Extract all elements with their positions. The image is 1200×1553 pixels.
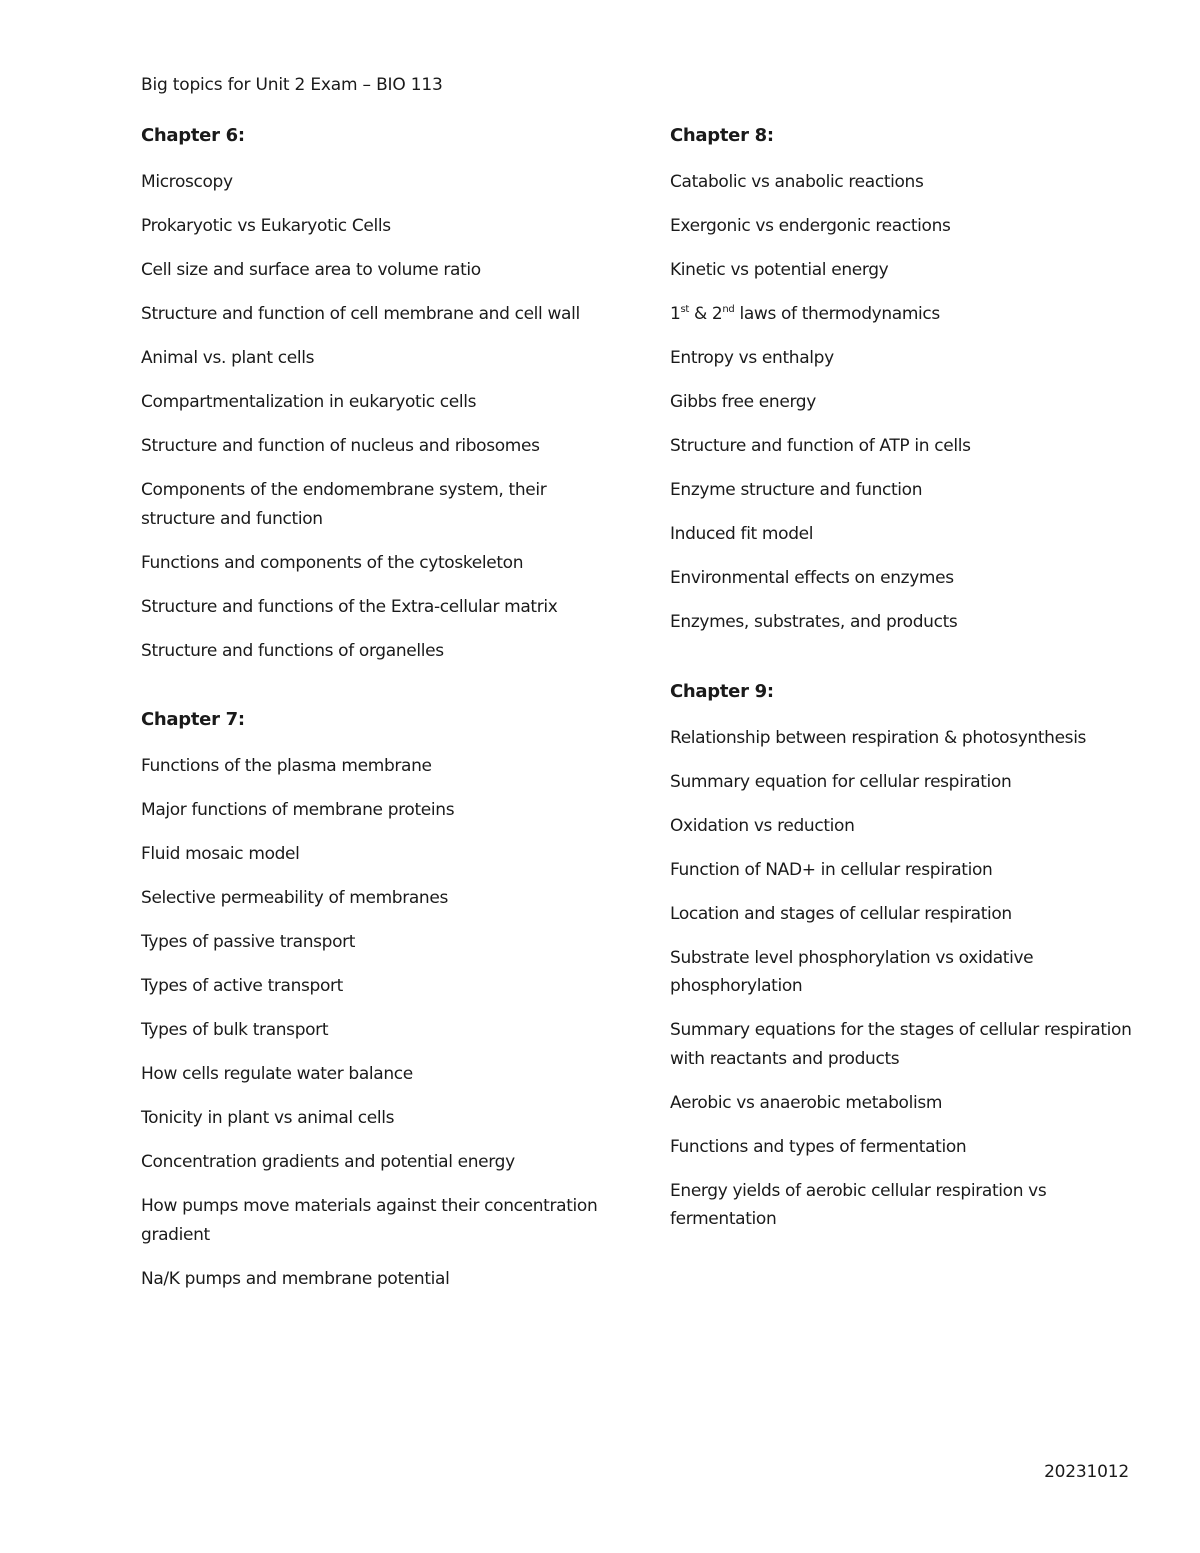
list-item: Types of bulk transport: [141, 1020, 329, 1040]
footer-code: 20231012: [1044, 1462, 1129, 1482]
right-column: [670, 124, 1140, 1249]
page-title: Big topics for Unit 2 Exam – BIO 113: [141, 75, 443, 95]
list-item: Na/K pumps and membrane potential: [141, 1268, 450, 1289]
list-item: Structure and functions of the Extra-cellular matrix: [141, 596, 558, 617]
list-item: Tonicity in plant vs animal cells: [141, 1108, 395, 1128]
list-item: Structure and function of nucleus and ribosomes: [141, 436, 540, 456]
list-item: Types of active transport: [141, 976, 343, 996]
thermo-first: 1: [670, 304, 681, 324]
list-item: Functions and components of the cytoskeleton: [141, 552, 524, 573]
list-item: Enzyme structure and function: [670, 480, 923, 500]
list-item: Summary equation for cellular respiration: [670, 771, 1012, 792]
list-item: Cell size and surface area to volume ratio: [141, 260, 481, 280]
thermo-second-sup: nd: [722, 304, 735, 315]
list-item: How cells regulate water balance: [141, 1064, 413, 1084]
thermo-first-sup: st: [680, 304, 689, 315]
list-item: Environmental effects on enzymes: [670, 568, 954, 588]
list-item: Kinetic vs potential energy: [670, 260, 889, 280]
thermo-amp: &: [688, 304, 712, 324]
list-item: Exergonic vs endergonic reactions: [670, 216, 951, 236]
list-item: Animal vs. plant cells: [141, 348, 315, 368]
chapter-7-section: [141, 708, 601, 1293]
chapter-9-section: [670, 680, 1140, 1234]
list-item: Gibbs free energy: [670, 392, 816, 412]
chapter-9-topic-list: [670, 724, 1140, 1234]
chapter-8-topic-list: [670, 168, 1140, 637]
chapter-7-heading: Chapter 7:: [141, 709, 245, 730]
list-item: Types of passive transport: [141, 932, 356, 952]
list-item: Induced fit model: [670, 524, 814, 544]
list-item: Structure and function of ATP in cells: [670, 436, 971, 456]
list-item: Oxidation vs reduction: [670, 815, 855, 836]
list-item: Functions and types of fermentation: [670, 1136, 967, 1157]
list-item: Major functions of membrane proteins: [141, 800, 455, 820]
list-item: Enzymes, substrates, and products: [670, 612, 958, 632]
list-item: Catabolic vs anabolic reactions: [670, 172, 924, 192]
list-item: Function of NAD+ in cellular respiration: [670, 859, 993, 880]
chapter-6-topic-list: [141, 168, 601, 665]
list-item: Location and stages of cellular respiration: [670, 903, 1012, 924]
list-item: Substrate level phosphorylation vs oxidative phosphorylation: [670, 947, 1034, 996]
list-item: Structure and function of cell membrane and cell wall: [141, 304, 580, 324]
thermo-rest: laws of thermodynamics: [734, 304, 940, 324]
chapter-6-section: [141, 124, 601, 665]
chapter-8-section: [670, 124, 1140, 637]
left-column: [141, 124, 601, 1309]
list-item: Structure and functions of organelles: [141, 640, 444, 661]
chapter-9-heading: Chapter 9:: [670, 680, 774, 702]
list-item: Selective permeability of membranes: [141, 888, 448, 908]
list-item: Energy yields of aerobic cellular respiration vs fermentation: [670, 1180, 1047, 1229]
thermodynamics-laws-item: [670, 300, 1140, 329]
list-item: How pumps move materials against their concentration gradient: [141, 1196, 598, 1245]
chapter-6-heading: Chapter 6:: [141, 125, 245, 146]
list-item: Relationship between respiration & photosynthesis: [670, 727, 1087, 748]
list-item: Summary equations for the stages of cellular respiration with reactants and products: [670, 1020, 1132, 1069]
list-item: Fluid mosaic model: [141, 844, 300, 864]
list-item: Aerobic vs anaerobic metabolism: [670, 1092, 943, 1113]
chapter-7-topic-list: [141, 752, 601, 1293]
list-item: Entropy vs enthalpy: [670, 348, 834, 368]
list-item: Concentration gradients and potential energy: [141, 1152, 515, 1172]
chapter-8-heading: Chapter 8:: [670, 125, 774, 146]
thermo-second: 2: [711, 304, 723, 324]
list-item: Components of the endomembrane system, their structure and function: [141, 480, 547, 529]
list-item: Functions of the plasma membrane: [141, 756, 432, 776]
list-item: Prokaryotic vs Eukaryotic Cells: [141, 216, 391, 236]
list-item: Microscopy: [141, 172, 233, 192]
list-item: Compartmentalization in eukaryotic cells: [141, 392, 477, 412]
